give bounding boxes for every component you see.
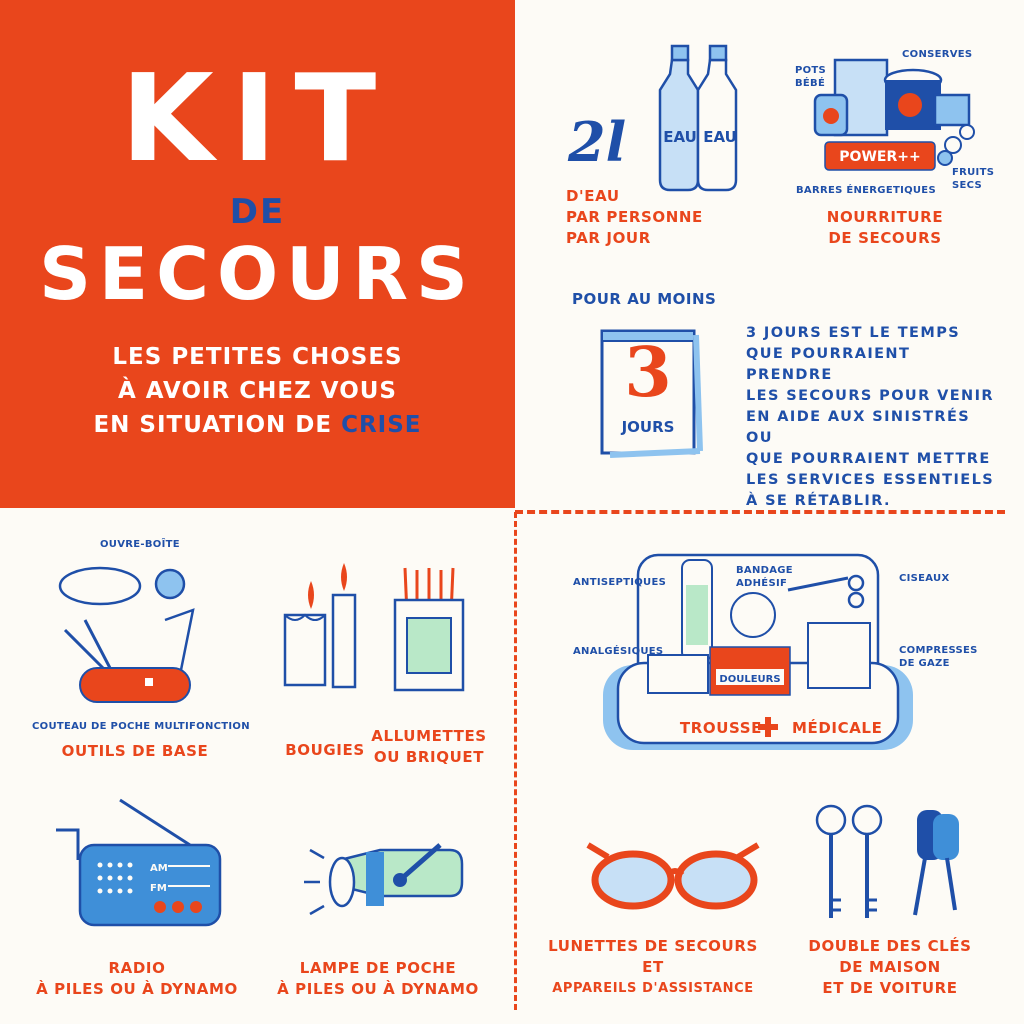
matches-caption — [370, 726, 488, 768]
bottle-label-2: EAU — [703, 128, 737, 146]
days-text-line: LES SERVICES ESSENTIELS — [746, 472, 995, 488]
label-conserves: CONSERVES — [902, 49, 973, 60]
subtitle — [0, 340, 515, 442]
glasses-caption-line-1: LUNETTES DE SECOURS — [548, 937, 758, 955]
candles-caption: BOUGIES — [285, 741, 365, 759]
title-de: DE — [229, 192, 286, 232]
flashlight-caption — [270, 958, 486, 1000]
label-fruits-line-2: SECS — [952, 180, 982, 191]
label-fruits-secs — [952, 166, 994, 192]
food-caption-line-1: NOURRITURE — [826, 208, 944, 226]
water-caption-line-2: PAR PERSONNE — [566, 208, 703, 226]
flashlight-caption-line-1: LAMPE DE POCHE — [299, 959, 457, 977]
label-fruits-line-1: FRUITS — [952, 167, 995, 178]
subtitle-line-3-prefix: EN SITUATION DE — [93, 412, 342, 438]
flashlight-caption-line-2: À PILES OU À DYNAMO — [277, 980, 479, 998]
glasses-icon — [578, 835, 768, 915]
subtitle-line-1: LES PETITES CHOSES — [112, 344, 403, 370]
radio-fm: FM — [150, 883, 167, 894]
subtitle-crise: CRISE — [341, 412, 422, 438]
candles-icon — [275, 565, 365, 695]
title-secours: SECOURS — [39, 232, 476, 316]
keys-icon — [805, 800, 970, 925]
subtitle-line-3 — [0, 408, 515, 442]
label-pots-bebe — [795, 64, 826, 90]
days-text-line: QUE POURRAIENT METTRE — [746, 451, 991, 467]
label-barres: BARRES ÉNERGETIQUES — [796, 185, 936, 196]
food-caption — [805, 207, 965, 249]
power-bar-label: POWER++ — [839, 149, 921, 165]
days-text-line: LES SECOURS POUR VENIR — [746, 388, 994, 404]
glasses-caption-line-2: ET — [642, 958, 664, 976]
label-ciseaux: CISEAUX — [899, 573, 950, 584]
divider-vertical — [514, 512, 517, 1010]
label-antiseptiques: ANTISEPTIQUES — [573, 577, 667, 588]
days-text-line: EN AIDE AUX SINISTRÉS OU — [746, 409, 971, 446]
title-panel — [0, 0, 515, 508]
medical-caption-right: MÉDICALE — [792, 719, 883, 737]
days-text-line: QUE POURRAIENT PRENDRE — [746, 346, 911, 383]
tools-caption: OUTILS DE BASE — [61, 742, 209, 760]
days-description — [746, 323, 996, 512]
label-ouvre-boite: OUVRE-BOÎTE — [100, 539, 180, 550]
flashlight-icon — [300, 830, 470, 930]
label-pots-line-2: BÉBÉ — [795, 78, 826, 89]
radio-caption — [20, 958, 254, 1000]
medical-caption-left: TROUSSE — [679, 719, 762, 737]
multitool-icon — [45, 560, 225, 710]
label-compresses — [899, 644, 978, 670]
calendar-number: 3 — [624, 333, 672, 413]
keys-caption — [795, 936, 985, 999]
label-compresses-line-1: COMPRESSES — [899, 645, 978, 656]
keys-caption-line-1: DOUBLE DES CLÉS — [808, 937, 972, 955]
calendar-unit: JOURS — [621, 418, 675, 436]
water-caption-line-1: D'EAU — [566, 187, 620, 205]
glasses-caption — [540, 936, 766, 999]
label-pots-line-1: POTS — [795, 65, 827, 76]
water-amount: 2l — [568, 110, 627, 174]
keys-caption-line-3: ET DE VOITURE — [822, 979, 958, 997]
food-caption-line-2: DE SECOURS — [828, 229, 942, 247]
matchbox-icon — [385, 560, 475, 695]
days-text-line: 3 JOURS EST LE TEMPS — [746, 325, 961, 341]
keys-caption-line-2: DE MAISON — [839, 958, 941, 976]
food-icon — [805, 50, 985, 180]
bottle-label-1: EAU — [663, 128, 697, 146]
radio-am: AM — [150, 863, 168, 874]
label-bandage-line-2: ADHÉSIF — [736, 578, 788, 589]
label-couteau: COUTEAU DE POCHE MULTIFONCTION — [32, 721, 250, 732]
days-heading: POUR AU MOINS — [572, 290, 717, 308]
matches-caption-line-2: OU BRIQUET — [373, 748, 485, 766]
label-bandage-line-1: BANDAGE — [736, 565, 793, 576]
water-caption-line-3: PAR JOUR — [566, 229, 651, 247]
label-analgesiques: ANALGÉSIQUES — [573, 646, 664, 657]
radio-caption-line-2: À PILES OU À DYNAMO — [36, 980, 238, 998]
box-label-douleurs: DOULEURS — [719, 674, 781, 685]
radio-icon — [50, 790, 230, 930]
matches-caption-line-1: ALLUMETTES — [371, 727, 487, 745]
title-kit: KIT — [120, 50, 395, 189]
subtitle-line-2: À AVOIR CHEZ VOUS — [118, 378, 397, 404]
radio-caption-line-1: RADIO — [108, 959, 166, 977]
label-bandage — [736, 564, 793, 590]
water-bottles-icon — [650, 40, 750, 195]
glasses-caption-line-3: APPAREILS D'ASSISTANCE — [552, 981, 754, 996]
label-compresses-line-2: DE GAZE — [899, 658, 950, 669]
days-text-line: À SE RÉTABLIR. — [746, 493, 891, 509]
water-caption — [566, 186, 703, 249]
